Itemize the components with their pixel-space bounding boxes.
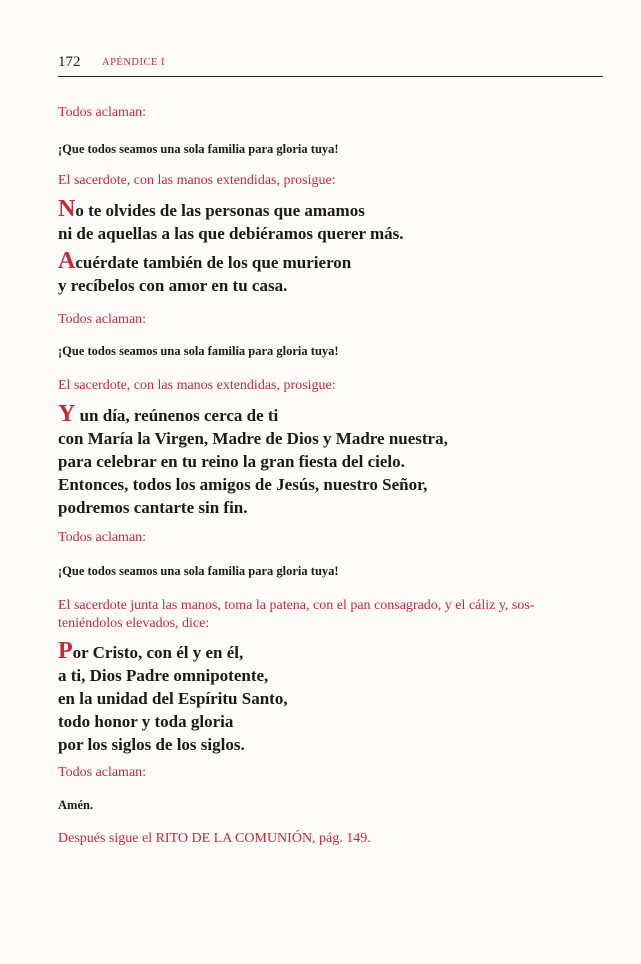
prayer-line: podremos cantarte sin fin.	[58, 498, 248, 517]
rubric: El sacerdote, con las manos extendidas, prosigue:	[58, 173, 336, 188]
rubric: Todos aclaman:	[58, 312, 147, 327]
prayer-line: y recíbelos con amor en tu casa.	[58, 276, 288, 295]
rubric	[58, 597, 534, 633]
drop-initial: P	[58, 638, 73, 664]
prayer-line: a ti, Dios Padre omnipotente,	[58, 666, 269, 685]
prayer-line: Y un día, reúnenos cerca de ti	[58, 401, 279, 427]
prayer-2	[58, 250, 351, 297]
response: ¡Que todos seamos una sola familia para gloria tuya!	[58, 564, 339, 578]
rubric-line: El sacerdote junta las manos, toma la patena, con el pan consagrado, y el cáliz y, sos-	[58, 598, 535, 613]
prayer-line: por los siglos de los siglos.	[58, 735, 245, 754]
drop-initial: A	[58, 248, 76, 274]
prayer-line: Acuérdate también de los que murieron	[58, 248, 352, 274]
rubric-line: teniéndolos elevados, dice:	[58, 616, 210, 631]
section-title: APÉNDICE I	[102, 57, 166, 68]
response: ¡Que todos seamos una sola familia para gloria tuya!	[58, 344, 339, 358]
footer-note: Después sigue el RITO DE LA COMUNIÓN, pág. 149.	[58, 831, 371, 846]
drop-initial: Y	[58, 401, 76, 427]
page-number: 172	[58, 54, 81, 70]
drop-initial: N	[58, 196, 76, 222]
rubric: Todos aclaman:	[58, 530, 147, 545]
response: ¡Que todos seamos una sola familia para gloria tuya!	[58, 142, 339, 156]
prayer-line: con María la Virgen, Madre de Dios y Madre nuestra,	[58, 429, 448, 448]
prayer-1	[58, 198, 404, 245]
prayer-line: ni de aquellas a las que debiéramos querer más.	[58, 224, 404, 243]
prayer-line: para celebrar en tu reino la gran fiesta del cielo.	[58, 452, 405, 471]
response: Amén.	[58, 798, 94, 812]
prayer-4	[58, 640, 288, 756]
prayer-3	[58, 403, 448, 519]
rubric: Todos aclaman:	[58, 105, 147, 120]
prayer-line: No te olvides de las personas que amamos	[58, 196, 365, 222]
rubric: Todos aclaman:	[58, 765, 147, 780]
prayer-line: en la unidad del Espíritu Santo,	[58, 689, 288, 708]
prayer-line: todo honor y toda gloria	[58, 712, 234, 731]
rubric: El sacerdote, con las manos extendidas, prosigue:	[58, 378, 336, 393]
prayer-line: Entonces, todos los amigos de Jesús, nuestro Señor,	[58, 475, 428, 494]
page-header	[58, 54, 603, 77]
prayer-line: Por Cristo, con él y en él,	[58, 638, 244, 664]
